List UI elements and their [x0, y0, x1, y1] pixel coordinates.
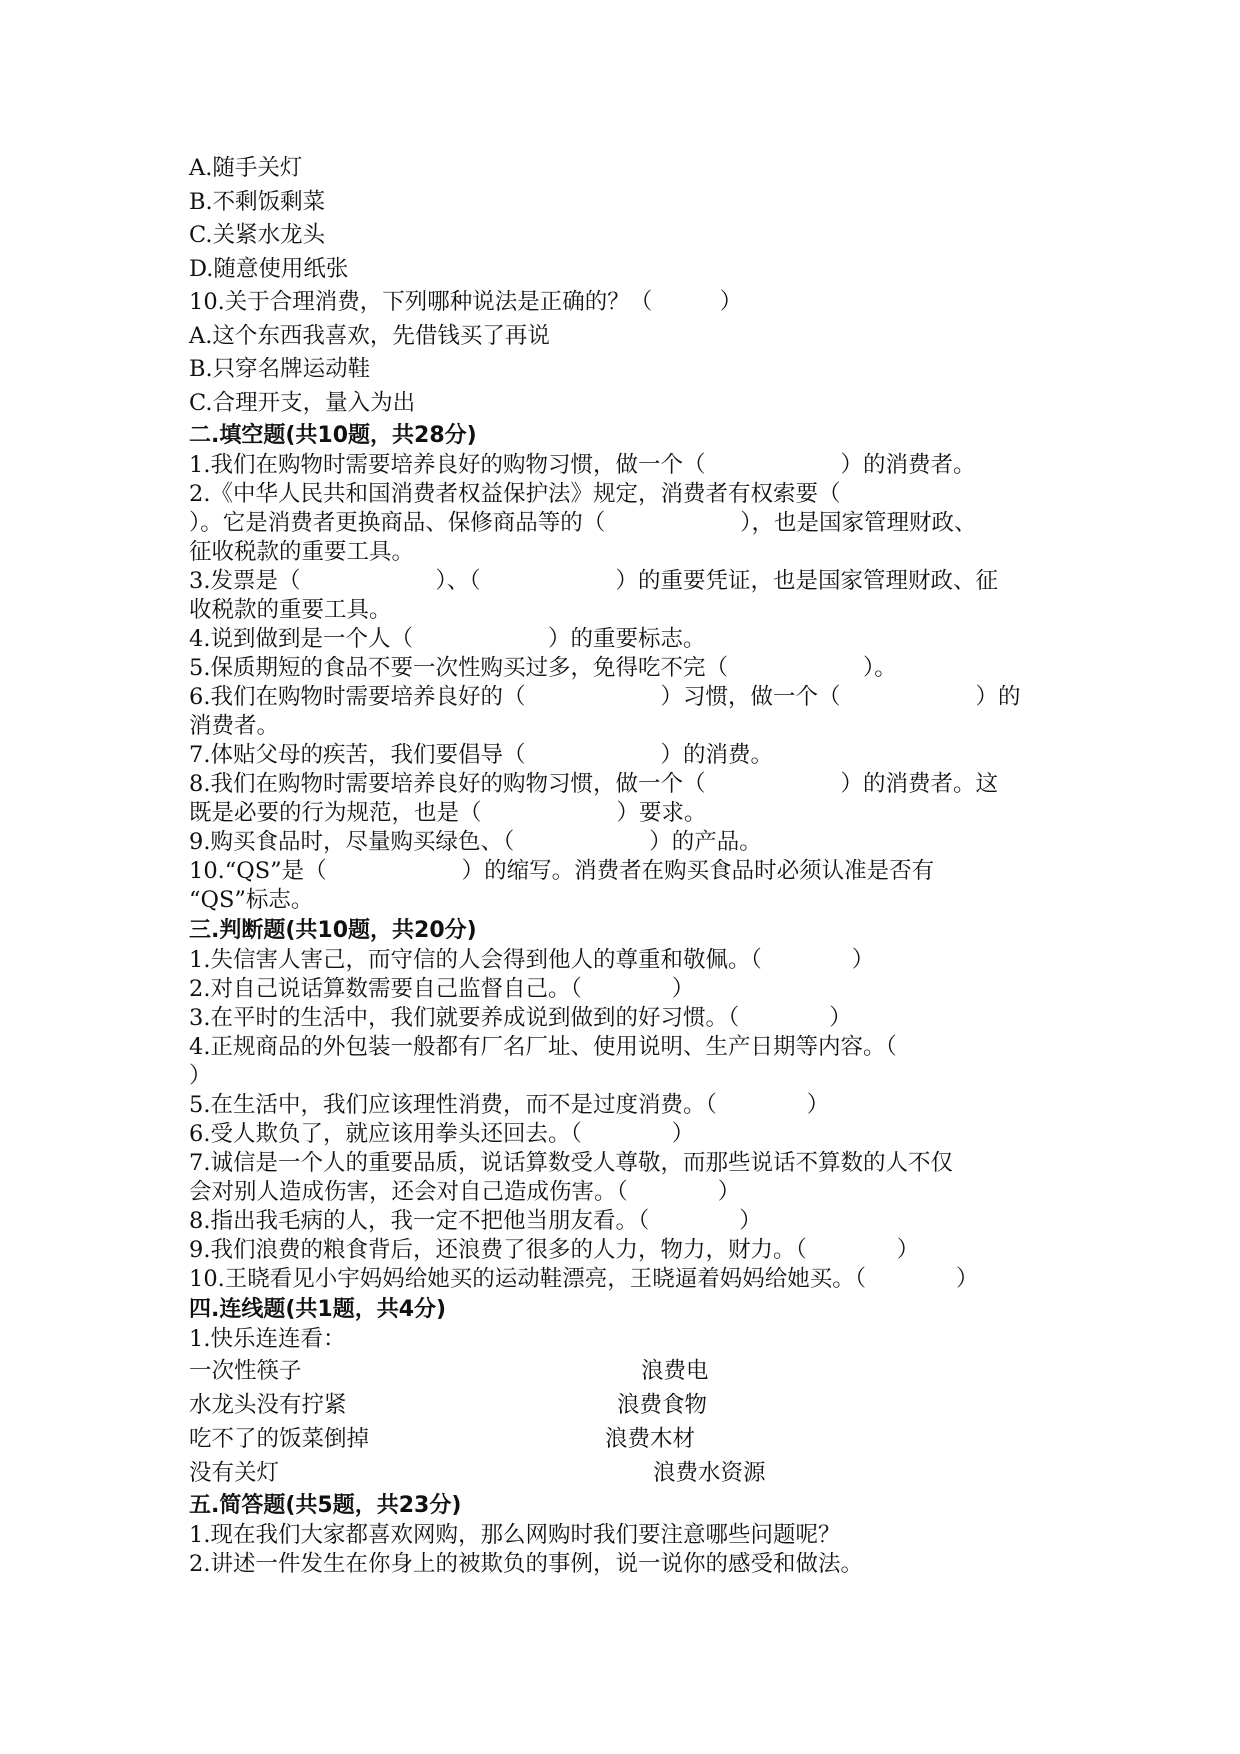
match-prompt: 1.快乐连连看：: [189, 1326, 346, 1352]
short-question: 1.现在我们大家都喜欢网购，那么网购时我们要注意哪些问题呢？: [189, 1522, 841, 1548]
match-row: [189, 1456, 1069, 1490]
fill-line: 消费者。: [189, 713, 280, 739]
judge-line: 10.王晓看见小宇妈妈给她买的运动鞋漂亮，王晓逼着妈妈给她买。（ ）: [189, 1266, 979, 1292]
match-left-item: 吃不了的饭菜倒掉: [189, 1426, 370, 1452]
judge-line: 3.在平时的生活中，我们就要养成说到做到的好习惯。（ ）: [189, 1005, 852, 1031]
q9-option-c: C.关紧水龙头: [189, 222, 326, 248]
q9-option-b: B.不剩饭剩菜: [189, 188, 326, 215]
short-section: [189, 1521, 1069, 1579]
judge-line: 2.对自己说话算数需要自己监督自己。（ ）: [189, 976, 695, 1002]
fill-line: 2.《中华人民共和国消费者权益保护法》规定，消费者有权索要（: [189, 481, 841, 507]
fill-line: 10.“QS”是（ ）的缩写。消费者在购买食品时必须认准是否有: [189, 858, 935, 884]
match-right-item: 浪费木材: [605, 1426, 696, 1452]
fill-line: 5.保质期短的食品不要一次性购买过多，免得吃不完（ ）。: [189, 655, 897, 681]
fill-line: 4.说到做到是一个人（ ）的重要标志。: [189, 626, 706, 652]
fill-line: 1.我们在购物时需要培养良好的购物习惯，做一个（ ）的消费者。: [189, 452, 976, 478]
judge-line: ）: [189, 1063, 212, 1089]
judge-line: 8.指出我毛病的人，我一定不把他当朋友看。（ ）: [189, 1208, 762, 1234]
judge-line: 会对别人造成伤害，还会对自己造成伤害。（ ）: [189, 1179, 741, 1205]
q10-option-a: A.这个东西我喜欢，先借钱买了再说: [189, 322, 550, 349]
fill-line: ）。它是消费者更换商品、保修商品等的（ ），也是国家管理财政、: [189, 510, 977, 536]
q10-option-c: C.合理开支，量入为出: [189, 389, 416, 416]
fill-line: 3.发票是（ ）、（ ）的重要凭证，也是国家管理财政、征: [189, 568, 998, 594]
fill-line: 征收税款的重要工具。: [189, 539, 415, 565]
judge-section-heading: 三.判断题(共10题，共20分): [189, 918, 477, 943]
judge-line: 6.受人欺负了，就应该用拳头还回去。（ ）: [189, 1121, 695, 1147]
q10-option-b: B.只穿名牌运动鞋: [189, 356, 371, 382]
short-section-heading: 五.简答题(共5题，共23分): [189, 1493, 462, 1518]
match-section-heading: 四.连线题(共1题，共4分): [189, 1297, 447, 1322]
fill-section-heading: 二.填空题(共10题，共28分): [189, 423, 477, 448]
match-right-item: 浪费电: [641, 1358, 709, 1384]
judge-line: 9.我们浪费的粮食背后，还浪费了很多的人力，物力，财力。（ ）: [189, 1237, 920, 1263]
judge-line: 7.诚信是一个人的重要品质，说话算数受人尊敬，而那些说话不算数的人不仅: [189, 1150, 953, 1176]
match-right-item: 浪费食物: [617, 1392, 708, 1418]
fill-line: 6.我们在购物时需要培养良好的（ ）习惯，做一个（ ）的: [189, 684, 1021, 710]
q9-option-a: A.随手关灯: [189, 155, 303, 181]
q10-stem: 10.关于合理消费，下列哪种说法是正确的？（ ）: [189, 289, 743, 315]
match-row: [189, 1388, 1069, 1422]
judge-line: 4.正规商品的外包装一般都有厂名厂址、使用说明、生产日期等内容。（: [189, 1034, 897, 1060]
judge-line: 1.失信害人害己，而守信的人会得到他人的尊重和敬佩。（ ）: [189, 947, 875, 973]
fill-section: [189, 451, 1069, 915]
q9-option-d: D.随意使用纸张: [189, 255, 349, 282]
short-question: 2.讲述一件发生在你身上的被欺负的事例，说一说你的感受和做法。: [189, 1551, 863, 1577]
match-left-item: 一次性筷子: [189, 1358, 302, 1384]
exam-page: [189, 152, 1069, 1579]
match-row: [189, 1422, 1069, 1456]
fill-line: 7.体贴父母的疾苦，我们要倡导（ ）的消费。: [189, 742, 773, 768]
fill-line: 8.我们在购物时需要培养良好的购物习惯，做一个（ ）的消费者。这: [189, 771, 998, 797]
judge-section: [189, 946, 1069, 1294]
match-right-item: 浪费水资源: [653, 1460, 766, 1486]
match-section: [189, 1325, 1069, 1490]
fill-line: 9.购买食品时，尽量购买绿色、（ ）的产品。: [189, 829, 762, 855]
match-left-item: 水龙头没有拧紧: [189, 1392, 347, 1418]
match-left-item: 没有关灯: [189, 1460, 280, 1486]
judge-line: 5.在生活中，我们应该理性消费，而不是过度消费。（ ）: [189, 1092, 830, 1118]
fill-line: “QS”标志。: [189, 887, 314, 913]
fill-line: 收税款的重要工具。: [189, 597, 392, 623]
match-row: [189, 1354, 1069, 1388]
choice-section-tail: [189, 152, 1069, 420]
fill-line: 既是必要的行为规范，也是（ ）要求。: [189, 800, 707, 826]
